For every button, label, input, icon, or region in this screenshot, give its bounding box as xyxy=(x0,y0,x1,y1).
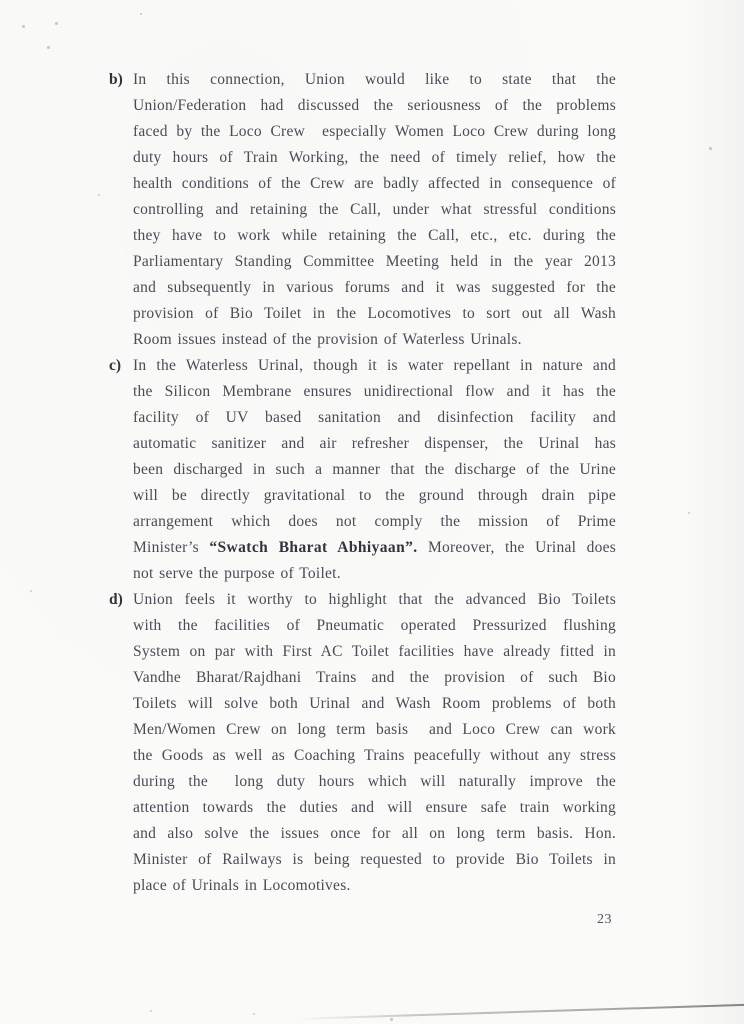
scan-speck xyxy=(709,147,712,150)
text-line: Parliamentary Standing Committee Meeting held in the year 2013 xyxy=(133,253,616,270)
text-line: Minister of Railways is being requested to provide Bio Toilets in xyxy=(133,851,616,868)
document-body xyxy=(109,67,616,899)
text-line: duty hours of Train Working, the need of timely relief, how the xyxy=(133,149,616,166)
text-line: the Silicon Membrane ensures unidirectional flow and it has the xyxy=(133,383,616,400)
scan-speck xyxy=(98,194,100,196)
text-line: during the long duty hours which will naturally improve the xyxy=(133,773,616,790)
text-line: and subsequently in various forums and it was suggested for the xyxy=(133,279,616,296)
scan-speck xyxy=(390,1018,393,1021)
text-line: Vandhe Bharat/Rajdhani Trains and the provision of such Bio xyxy=(133,669,616,686)
text-line: Men/Women Crew on long term basis and Loco Crew can work xyxy=(133,721,616,738)
paragraph-label: d) xyxy=(109,591,123,608)
text-line: facility of UV based sanitation and disinfection facility and xyxy=(133,409,616,426)
text-line: attention towards the duties and will ensure safe train working xyxy=(133,799,616,816)
text-line: the Goods as well as Coaching Trains peacefully without any stress xyxy=(133,747,616,764)
text-line: will be directly gravitational to the ground through drain pipe xyxy=(133,487,616,504)
scan-speck xyxy=(688,512,690,514)
text-line: In the Waterless Urinal, though it is water repellant in nature and xyxy=(133,357,616,374)
text-line: System on par with First AC Toilet facilities have already fitted in xyxy=(133,643,616,660)
text-segment: Minister’s xyxy=(133,539,210,556)
scan-speck xyxy=(140,13,142,15)
paragraph xyxy=(109,67,616,353)
scan-edge-line xyxy=(295,1004,744,1020)
text-line: they have to work while retaining the Call, etc., etc. during the xyxy=(133,227,616,244)
text-line: faced by the Loco Crew especially Women Loco Crew during long xyxy=(133,123,616,140)
scan-speck xyxy=(253,1013,255,1015)
text-line: controlling and retaining the Call, under what stressful conditions xyxy=(133,201,616,218)
text-line: arrangement which does not comply the mission of Prime xyxy=(133,513,616,530)
scan-speck xyxy=(22,25,25,28)
text-line: In this connection, Union would like to state that the xyxy=(133,71,616,88)
scan-speck xyxy=(47,46,50,49)
text-line xyxy=(133,535,616,561)
page-number: 23 xyxy=(597,912,612,927)
text-line: Union/Federation had discussed the seriousness of the problems xyxy=(133,97,616,114)
paragraph xyxy=(109,353,616,587)
text-line: place of Urinals in Locomotives. xyxy=(133,877,351,894)
bold-text: “Swatch Bharat Abhiyaan”. xyxy=(209,539,418,556)
text-line: and also solve the issues once for all on long term basis. Hon. xyxy=(133,825,616,842)
paragraph-label: b) xyxy=(109,71,123,88)
scan-speck xyxy=(55,22,58,25)
text-line: not serve the purpose of Toilet. xyxy=(133,565,341,582)
text-line: provision of Bio Toilet in the Locomotives to sort out all Wash xyxy=(133,305,616,322)
paragraph xyxy=(109,587,616,899)
text-line: Union feels it worthy to highlight that the advanced Bio Toilets xyxy=(133,591,616,608)
text-segment: Moreover, the Urinal does xyxy=(417,539,616,556)
text-line: health conditions of the Crew are badly affected in consequence of xyxy=(133,175,616,192)
text-line: with the facilities of Pneumatic operated Pressurized flushing xyxy=(133,617,616,634)
text-line: been discharged in such a manner that the discharge of the Urine xyxy=(133,461,616,478)
text-line: Room issues instead of the provision of Waterless Urinals. xyxy=(133,331,522,348)
scan-speck xyxy=(150,1010,152,1012)
text-line: automatic sanitizer and air refresher dispenser, the Urinal has xyxy=(133,435,616,452)
scan-speck xyxy=(30,590,32,592)
text-line: Toilets will solve both Urinal and Wash Room problems of both xyxy=(133,695,616,712)
paragraph-label: c) xyxy=(109,357,122,374)
